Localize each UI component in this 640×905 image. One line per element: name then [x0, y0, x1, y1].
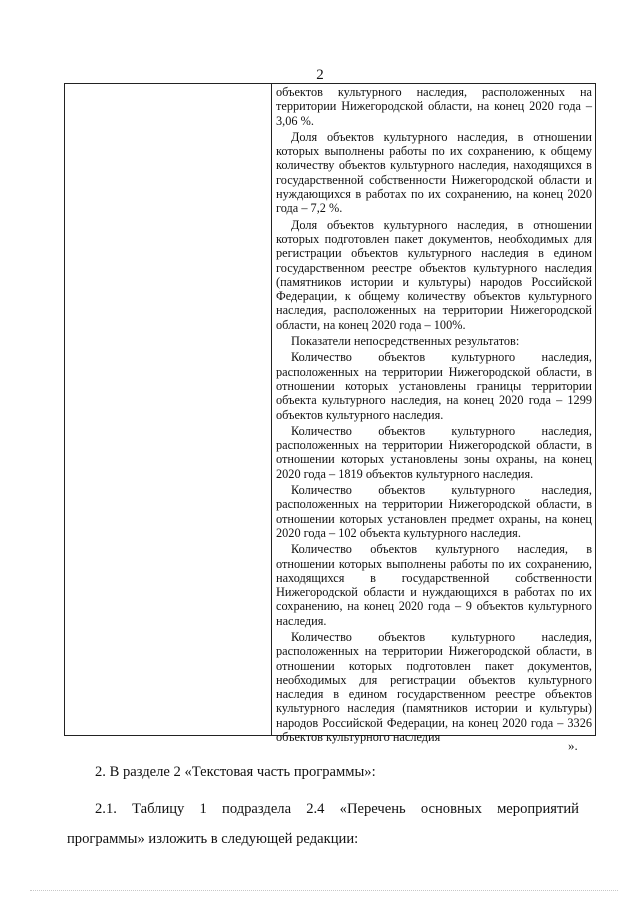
cell-paragraph: Количество объектов культурного наследия, в отношении которых выполнены работы по их сохранению, находящихся в государственной собственности Нижегородской области и нуждающихся в работах по их сохранению, на конец 2020 года – 9 объектов культурного наследия. — [276, 542, 592, 628]
page-number: 2 — [316, 67, 324, 83]
cell-paragraph: Количество объектов культурного наследия, расположенных на территории Нижегородской области, в отношении которых установлен предмет охраны, на конец 2020 года – 102 объекта культурного наследия. — [276, 483, 592, 540]
cell-paragraph: Доля объектов культурного наследия, в отношении которых выполнены работы по их сохранению, к общему количеству объектов культурного наследия, находящихся в государственной собственности Нижегородской области и нуждающихся в работах по их сохранению, на конец 2020 года – 7,2 %. — [276, 129, 592, 216]
cell-paragraph: Показатели непосредственных результатов: — [291, 334, 520, 349]
cell-paragraph: Количество объектов культурного наследия, расположенных на территории Нижегородской области, в отношении которых установлены зоны охраны, на конец 2020 года – 1819 объектов культурного наследия. — [276, 423, 592, 481]
cell-paragraph: Количество объектов культурного наследия, расположенных на территории Нижегородской области, в отношении которых подготовлен пакет документов, необходимых для регистрации объектов культурного наследия в едином государственном реестре объектов культурного наследия (памятников истории и культуры) народов Российской Федерации, на конец 2020 года – 3326 объектов культурного наследия — [276, 629, 592, 745]
section-2-paragraph: 2. В разделе 2 «Текстовая часть программы»: — [95, 764, 376, 780]
table-left-cell — [65, 84, 272, 735]
cell-paragraph: объектов культурного наследия, расположенных на территории Нижегородской области, на конец 2020 года – 3,06 %. — [276, 85, 592, 128]
closing-quote: ». — [568, 738, 578, 753]
cell-paragraph: Количество объектов культурного наследия, расположенных на территории Нижегородской области, в отношении которых установлены границы территории объекта культурного наследия, на конец 2020 года – 1299 объектов культурного наследия. — [276, 350, 592, 422]
cell-paragraph: Доля объектов культурного наследия, в отношении которых подготовлен пакет документов, необходимых для регистрации объектов культурного наследия в едином государственном реестре объектов культурного наследия (памятников истории и культуры) народов Российской Федерации, к общему количеству объектов культурного наследия, расположенных на территории Нижегородской области, на конец 2020 года – 100%. — [276, 217, 592, 332]
continuation-table — [64, 83, 596, 745]
table-right-cell — [272, 84, 595, 745]
item-2-1-paragraph: 2.1. Таблицу 1 подраздела 2.4 «Перечень основных мероприятий программы» изложить в следующей редакции: — [67, 801, 579, 847]
scan-edge-line — [30, 890, 618, 891]
